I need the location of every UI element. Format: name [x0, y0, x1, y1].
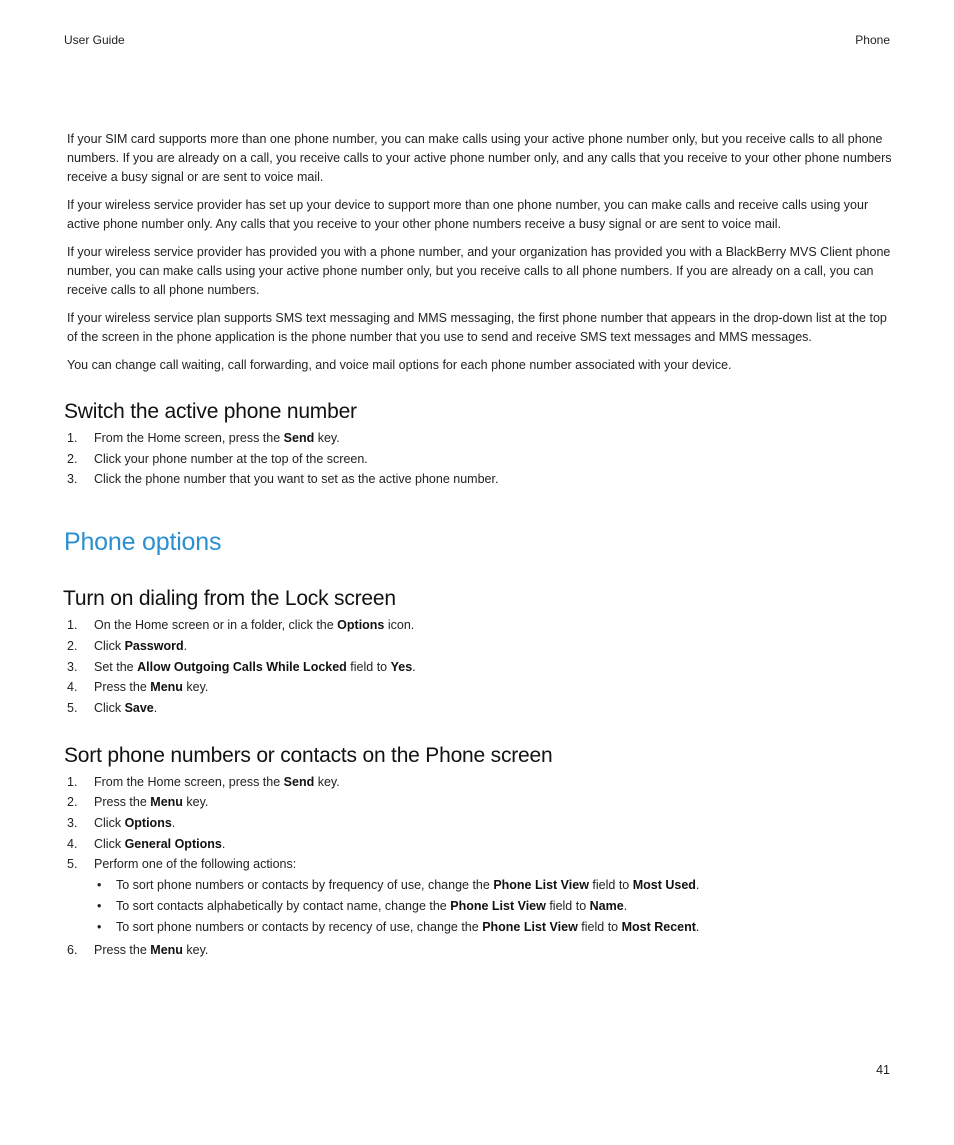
list-item: 1. From the Home screen, press the Send key.	[67, 774, 340, 789]
paragraph-sim-card: If your SIM card supports more than one phone number, you can make calls using your active phone number only, but you receive calls to all phone numbers. If you are already on a call, you receive calls to your active phone number only, and any calls that you receive to your other phone numbers receive a busy signal or are sent to voice mail.	[67, 132, 892, 184]
header-chapter-title: Phone	[855, 33, 890, 47]
paragraph-call-options: You can change call waiting, call forwarding, and voice mail options for each phone number associated with your device.	[67, 358, 732, 372]
list-item: 5. Perform one of the following actions: • To sort phone numbers or contacts by frequency of use, change the Phone List View field to Most Used. • To sort contacts alphabetically by contact name, change the Phone List View field to Name. • To sort phone numbers or contacts by recency of use, change the Phone List View field to Most Recent.	[67, 854, 893, 940]
list-item: 3. Click Options.	[67, 816, 176, 831]
heading-switch-active-number: Switch the active phone number	[64, 400, 357, 423]
list-item: 6. Press the Menu key.	[67, 943, 209, 958]
bullet-marker: •	[97, 919, 102, 934]
list-item: 2. Click Password.	[67, 638, 188, 653]
sort-actions-list	[94, 875, 893, 940]
list-item: 1. On the Home screen or in a folder, click the Options icon.	[67, 618, 415, 633]
running-header	[64, 33, 890, 49]
paragraph-sms-mms: If your wireless service plan supports SMS text messaging and MMS messaging, the first phone number that appears in the drop-down list at the top of the screen in the phone application is the phone number that you use to send and receive SMS text messages and MMS messages.	[67, 311, 887, 344]
heading-lock-screen-dialing: Turn on dialing from the Lock screen	[63, 587, 396, 611]
switch-steps-list	[67, 428, 893, 490]
list-item: 3. Set the Allow Outgoing Calls While Locked field to Yes.	[67, 659, 416, 674]
list-item: 2. Click your phone number at the top of the screen.	[67, 451, 368, 466]
bullet-marker: •	[97, 898, 102, 913]
page-number: 41	[876, 1063, 890, 1077]
lock-steps-list	[67, 615, 893, 719]
list-item: 5. Click Save.	[67, 700, 158, 715]
list-item: 2. Press the Menu key.	[67, 795, 209, 810]
paragraph-mvs-client: If your wireless service provider has provided you with a phone number, and your organization has provided you with a BlackBerry MVS Client phone number, you can make calls using your active phone number only, but you receive calls to all phone numbers. If you are already on a call, you can receive calls to all phone numbers.	[67, 245, 891, 297]
sort-steps-list	[67, 772, 893, 961]
list-item: 4. Press the Menu key.	[67, 680, 209, 695]
list-item: 1. From the Home screen, press the Send key.	[67, 431, 340, 445]
paragraph-provider-setup: If your wireless service provider has set up your device to support more than one phone number, you can make calls and receive calls using your active phone number only. Any calls that you receive to your other phone numbers receive a busy signal or are sent to voice mail.	[67, 198, 869, 231]
heading-sort-phone-numbers: Sort phone numbers or contacts on the Phone screen	[64, 743, 553, 767]
header-guide-title: User Guide	[64, 33, 125, 47]
page-content	[63, 130, 893, 961]
bullet-marker: •	[97, 878, 102, 893]
list-item: 4. Click General Options.	[67, 836, 226, 851]
list-item: • To sort phone numbers or contacts by recency of use, change the Phone List View field to Most Recent.	[94, 917, 893, 938]
list-item: • To sort contacts alphabetically by contact name, change the Phone List View field to Name.	[94, 896, 893, 917]
heading-phone-options: Phone options	[64, 528, 222, 557]
list-item: • To sort phone numbers or contacts by frequency of use, change the Phone List View field to Most Used.	[94, 875, 893, 896]
list-item: 3. Click the phone number that you want to set as the active phone number.	[67, 472, 499, 487]
